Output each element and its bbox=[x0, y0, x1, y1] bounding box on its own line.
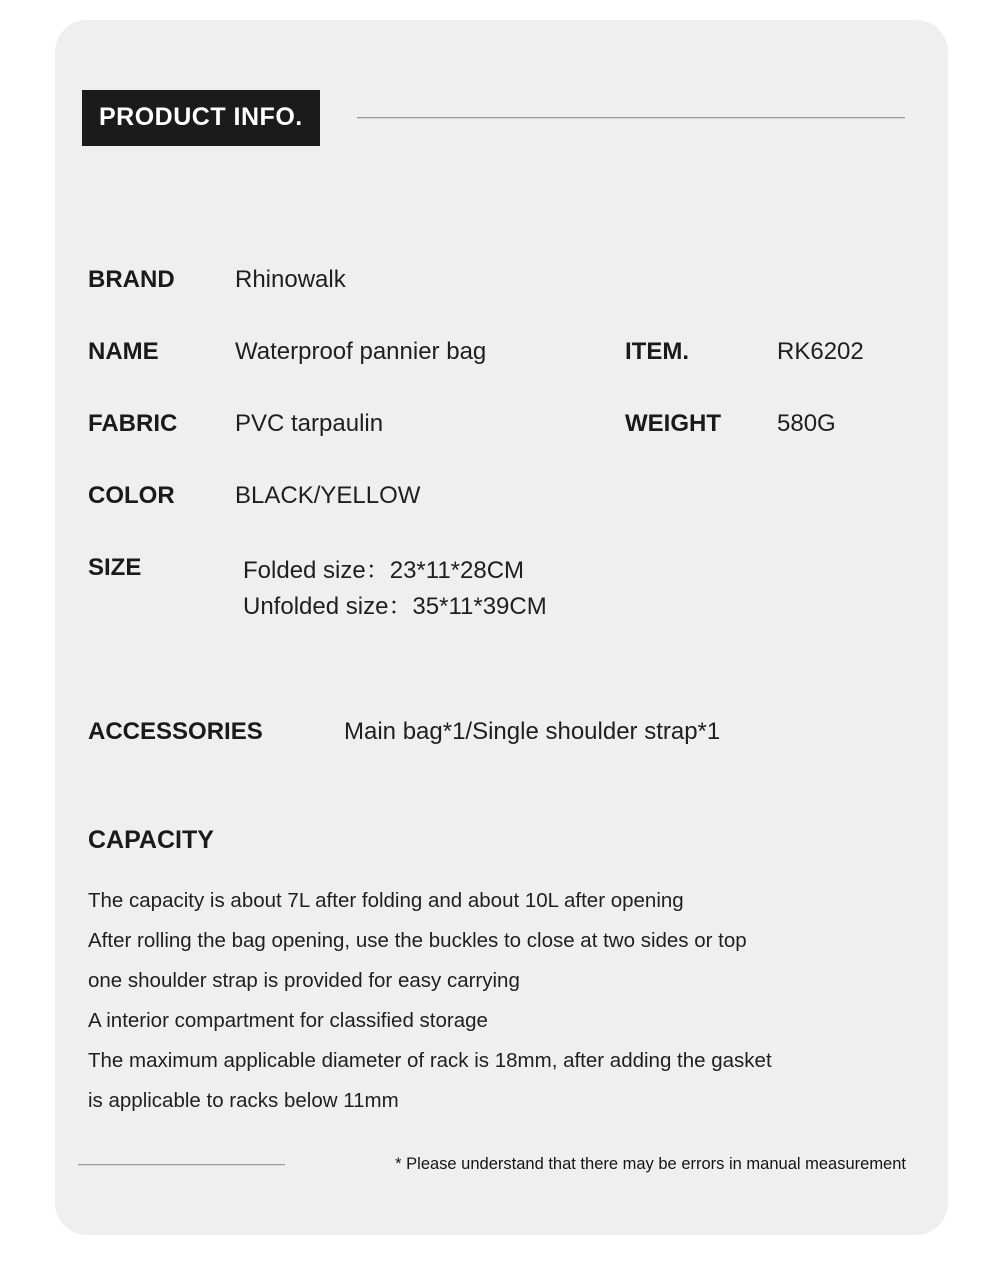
size-label: SIZE bbox=[88, 554, 142, 581]
spec-table bbox=[88, 265, 905, 1121]
brand-value: Rhinowalk bbox=[235, 266, 346, 293]
item-value: RK6202 bbox=[777, 338, 864, 365]
size-unfolded-value: Unfolded size：35*11*39CM bbox=[243, 593, 547, 620]
spec-row-color bbox=[88, 481, 905, 511]
spec-row-name-item bbox=[88, 337, 905, 367]
accessories-value: Main bag*1/Single shoulder strap*1 bbox=[344, 718, 721, 745]
footer bbox=[78, 1154, 906, 1174]
spec-row-size bbox=[88, 553, 905, 625]
page-title-box bbox=[82, 90, 320, 146]
color-value: BLACK/YELLOW bbox=[235, 482, 421, 509]
footnote-text: * Please understand that there may be errors in manual measurement bbox=[395, 1155, 906, 1173]
spec-row-brand bbox=[88, 265, 905, 295]
page-title: PRODUCT INFO. bbox=[99, 103, 303, 131]
footnote-divider bbox=[78, 1164, 285, 1166]
product-info-card bbox=[55, 20, 948, 1235]
capacity-description bbox=[88, 881, 905, 1121]
spec-row-fabric-weight bbox=[88, 409, 905, 439]
name-value: Waterproof pannier bag bbox=[235, 338, 487, 365]
capacity-line: A interior compartment for classified storage bbox=[88, 1009, 488, 1032]
capacity-title: CAPACITY bbox=[88, 826, 214, 854]
capacity-line: is applicable to racks below 11mm bbox=[88, 1089, 399, 1112]
capacity-line: The capacity is about 7L after folding and about 10L after opening bbox=[88, 889, 684, 912]
capacity-line: one shoulder strap is provided for easy carrying bbox=[88, 969, 520, 992]
weight-value: 580G bbox=[777, 410, 836, 437]
item-label: ITEM. bbox=[625, 338, 689, 365]
weight-label: WEIGHT bbox=[625, 410, 721, 437]
name-label: NAME bbox=[88, 338, 159, 365]
size-folded-value: Folded size：23*11*28CM bbox=[243, 557, 525, 584]
color-label: COLOR bbox=[88, 482, 175, 509]
capacity-line: The maximum applicable diameter of rack is 18mm, after adding the gasket bbox=[88, 1049, 772, 1072]
spec-row-accessories bbox=[88, 717, 905, 747]
accessories-label: ACCESSORIES bbox=[88, 718, 263, 745]
fabric-value: PVC tarpaulin bbox=[235, 410, 384, 437]
brand-label: BRAND bbox=[88, 266, 175, 293]
size-values bbox=[235, 553, 905, 625]
header-divider bbox=[357, 117, 905, 119]
fabric-label: FABRIC bbox=[88, 410, 178, 437]
header bbox=[82, 90, 905, 146]
capacity-line: After rolling the bag opening, use the buckles to close at two sides or top bbox=[88, 929, 747, 952]
